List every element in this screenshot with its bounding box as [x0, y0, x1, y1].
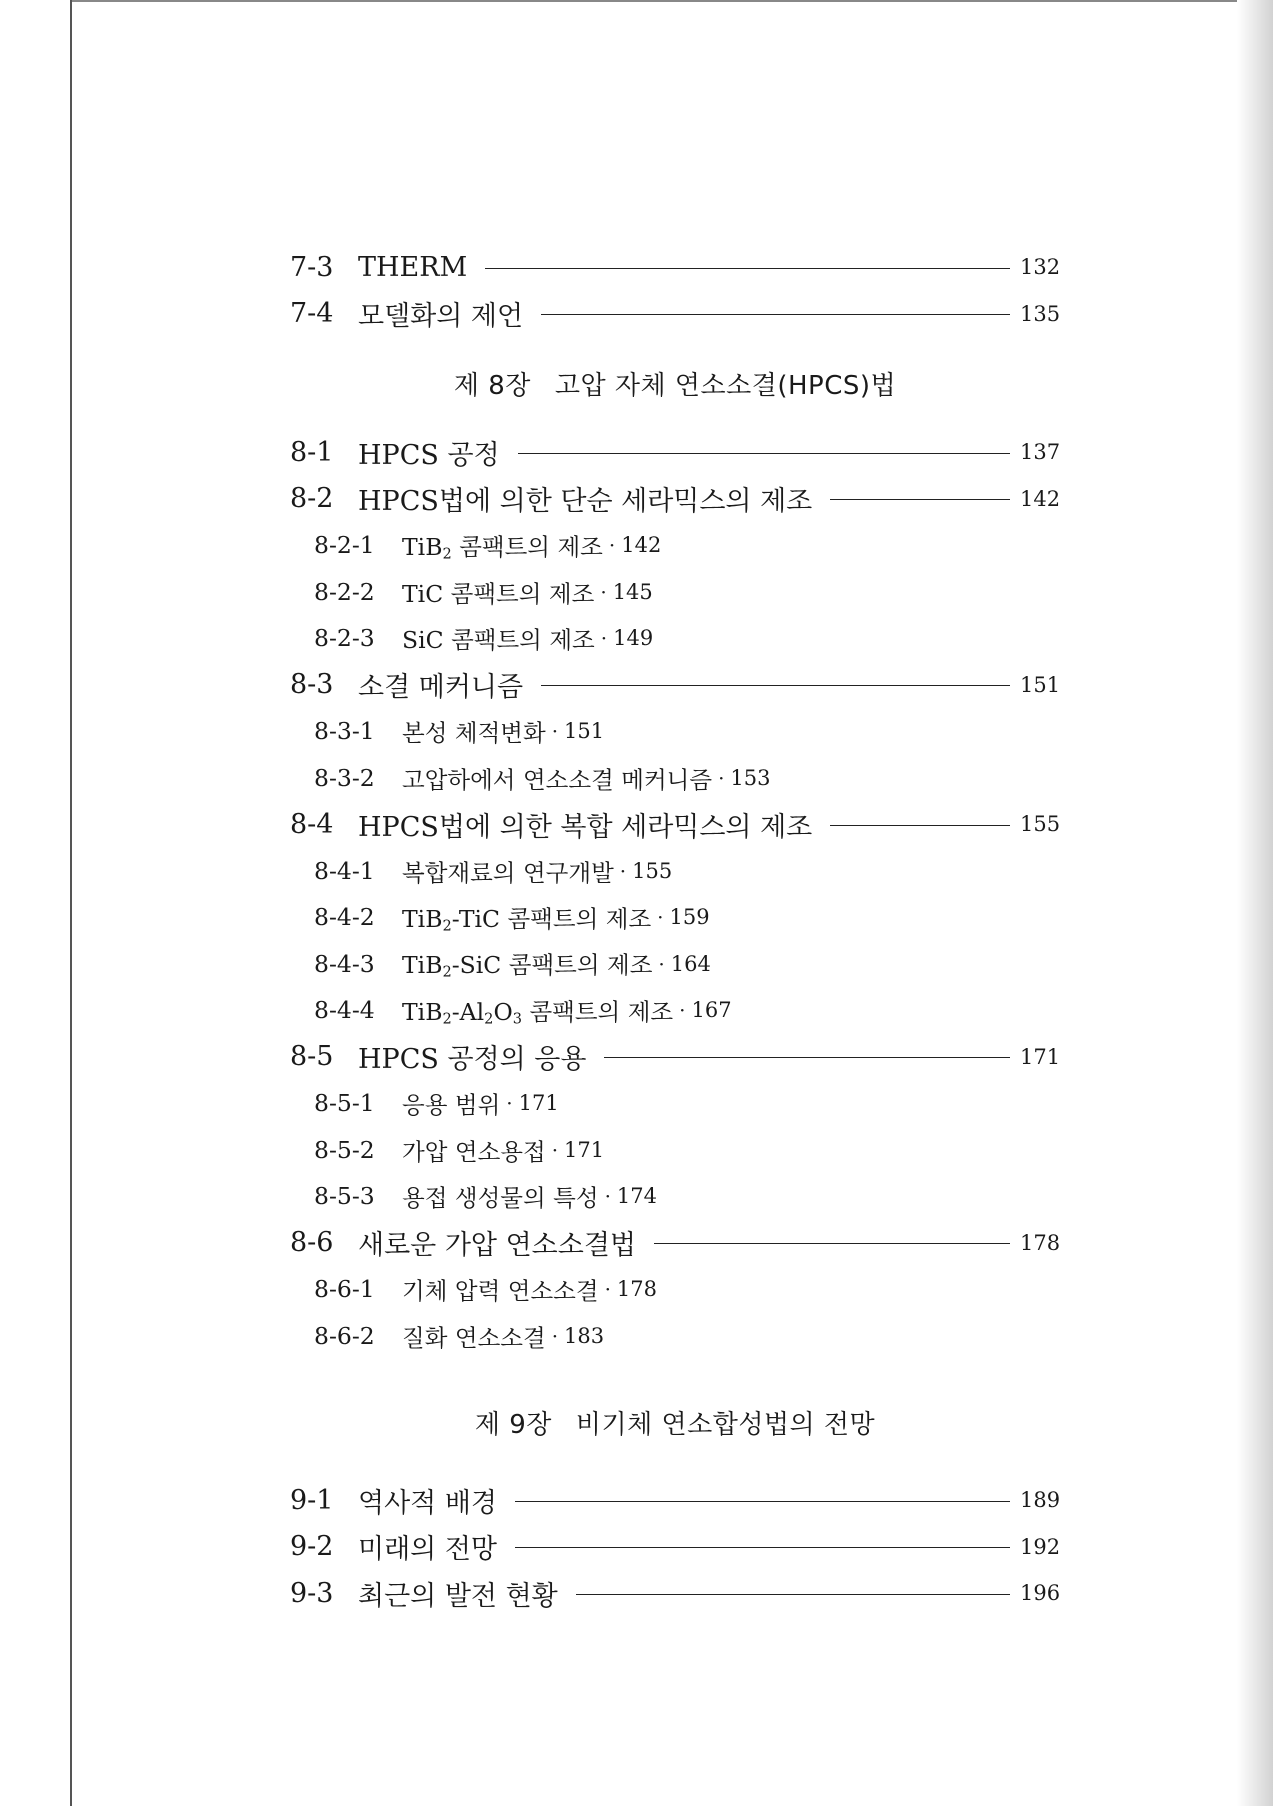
toc-entry-8-2-2[interactable]	[290, 569, 1060, 616]
separator-dot: ·	[608, 533, 616, 558]
entry-title: HPCS 공정	[358, 439, 500, 471]
toc-entry-8-1[interactable]	[290, 429, 1060, 476]
toc-entry-9-2[interactable]	[290, 1524, 1060, 1571]
toc-entry-8-4-3[interactable]	[290, 941, 1060, 988]
entry-number: 7-3	[290, 251, 334, 283]
leader-line	[515, 1547, 1010, 1548]
entry-number: 8-1	[290, 436, 334, 468]
entry-page: 196	[1020, 1581, 1061, 1606]
entry-title: TiB2-Al2O3 콤팩트의 제조	[402, 997, 674, 1028]
entry-number: 8-5	[290, 1041, 334, 1073]
leader-line	[541, 314, 1010, 315]
chapter-label: 제 9장	[474, 1409, 552, 1440]
entry-page: 159	[669, 905, 710, 930]
separator-dot: ·	[604, 1184, 611, 1209]
toc-entry-8-3-1[interactable]	[290, 708, 1060, 755]
separator-dot: ·	[679, 998, 686, 1023]
table-of-contents	[290, 244, 1060, 1617]
entry-number: 7-4	[290, 298, 334, 330]
entry-title: 가압 연소용접	[402, 1137, 546, 1166]
entry-title: 고압하에서 연소소결 메커니즘	[402, 765, 713, 794]
entry-title: 모델화의 제언	[358, 301, 524, 333]
entry-page: 142	[1020, 486, 1061, 511]
leader-line	[576, 1594, 1010, 1595]
entry-title: 기체 압력 연소소결	[402, 1277, 599, 1306]
toc-entry-8-6-1[interactable]	[290, 1266, 1060, 1313]
entry-page: 192	[1020, 1534, 1061, 1559]
entry-page: 142	[621, 533, 662, 558]
separator-dot: ·	[718, 765, 725, 790]
toc-entry-8-4[interactable]	[290, 801, 1060, 848]
entry-title: TiC 콤팩트의 제조	[402, 579, 595, 608]
toc-entry-8-6-2[interactable]	[290, 1313, 1060, 1360]
entry-title: 응용 범위	[402, 1091, 501, 1120]
entry-title: 용접 생성물의 특성	[402, 1184, 599, 1213]
entry-title: TiB2-SiC 콤팩트의 제조	[402, 951, 653, 982]
toc-entry-8-3-2[interactable]	[290, 755, 1060, 802]
toc-entry-8-4-4[interactable]	[290, 987, 1060, 1034]
toc-entry-8-5-3[interactable]	[290, 1173, 1060, 1220]
entry-page: 183	[564, 1323, 605, 1348]
entry-page: 171	[1020, 1044, 1061, 1069]
entry-title: 질화 연소소결	[402, 1323, 546, 1352]
entry-title: HPCS 공정의 응용	[358, 1044, 587, 1076]
entry-number: 8-3	[290, 669, 334, 701]
leader-line	[485, 268, 1010, 269]
entry-title: 소결 메커니즘	[358, 672, 524, 704]
entry-page: 145	[612, 579, 653, 604]
separator-dot: ·	[600, 579, 607, 604]
entry-number: 8-2-2	[314, 577, 375, 606]
entry-title: THERM	[358, 251, 468, 283]
toc-entry-9-3[interactable]	[290, 1570, 1060, 1617]
entry-number: 8-6-1	[314, 1275, 375, 1304]
entry-number: 8-5-2	[314, 1135, 375, 1164]
separator-dot: ·	[551, 1323, 559, 1348]
entry-page: 178	[1020, 1230, 1061, 1255]
entry-title: HPCS법에 의한 복합 세라믹스의 제조	[358, 811, 813, 843]
entry-number: 8-3-1	[314, 717, 375, 746]
separator-dot: ·	[657, 905, 664, 930]
chapter-title: 비기체 연소합성법의 전망	[575, 1409, 876, 1440]
entry-title: HPCS법에 의한 단순 세라믹스의 제조	[358, 486, 813, 518]
entry-page: 155	[632, 858, 673, 883]
entry-page: 189	[1020, 1488, 1061, 1513]
entry-page: 151	[564, 719, 605, 744]
toc-entry-8-2-3[interactable]	[290, 615, 1060, 662]
entry-page: 171	[564, 1137, 605, 1162]
entry-number: 8-5-1	[314, 1089, 375, 1118]
entry-number: 8-4-3	[314, 949, 375, 978]
page-right-shadow	[1237, 0, 1273, 1806]
separator-dot: ·	[551, 719, 559, 744]
separator-dot: ·	[619, 858, 627, 883]
toc-entry-9-1[interactable]	[290, 1477, 1060, 1524]
separator-dot: ·	[658, 951, 665, 976]
entry-number: 8-6-2	[314, 1321, 375, 1350]
entry-title: TiB2-TiC 콤팩트의 제조	[402, 904, 652, 935]
entry-page: 153	[730, 765, 771, 790]
entry-title: 미래의 전망	[358, 1534, 497, 1566]
toc-entry-8-4-2[interactable]	[290, 894, 1060, 941]
chapter-label: 제 8장	[453, 370, 531, 401]
separator-dot: ·	[551, 1137, 559, 1162]
entry-title: 새로운 가압 연소소결법	[358, 1230, 636, 1262]
entry-number: 8-6	[290, 1227, 334, 1259]
entry-number: 8-4-4	[314, 996, 375, 1025]
chapter-9-heading	[290, 1359, 1060, 1477]
entry-page: 167	[691, 998, 732, 1023]
entry-page: 178	[616, 1277, 658, 1302]
page-left-edge	[70, 0, 72, 1806]
entry-page: 171	[518, 1091, 559, 1116]
entry-number: 9-2	[290, 1531, 334, 1563]
entry-page: 174	[616, 1184, 658, 1209]
leader-line	[518, 453, 1010, 454]
entry-page: 137	[1020, 440, 1061, 465]
separator-dot: ·	[506, 1091, 513, 1116]
entry-page: 151	[1020, 672, 1061, 697]
entry-title: 복합재료의 연구개발	[402, 858, 614, 887]
toc-entry-8-5[interactable]	[290, 1034, 1060, 1081]
entry-title: TiB2 콤팩트의 제조	[402, 532, 603, 563]
leader-line	[654, 1243, 1010, 1244]
chapter-8-heading	[290, 337, 1060, 429]
entry-page: 135	[1020, 301, 1061, 326]
toc-entry-8-5-1[interactable]	[290, 1080, 1060, 1127]
entry-number: 8-2-1	[314, 531, 375, 560]
entry-page: 149	[613, 626, 654, 651]
page-top-edge	[70, 0, 1250, 2]
entry-title: 본성 체적변화	[402, 719, 546, 748]
leader-line	[830, 499, 1010, 500]
toc-entry-8-5-2[interactable]	[290, 1127, 1060, 1174]
separator-dot: ·	[604, 1277, 611, 1302]
toc-entry-7-3[interactable]	[290, 244, 1060, 291]
entry-number: 9-3	[290, 1577, 334, 1609]
entry-page: 132	[1020, 255, 1061, 280]
entry-page: 155	[1020, 812, 1061, 837]
toc-entry-7-4[interactable]	[290, 291, 1060, 338]
leader-line	[541, 685, 1010, 686]
entry-number: 8-2-3	[314, 624, 375, 653]
entry-number: 8-3-2	[314, 763, 375, 792]
leader-line	[604, 1057, 1010, 1058]
entry-number: 8-2	[290, 483, 334, 515]
chapter-title: 고압 자체 연소소결(HPCS)법	[554, 370, 897, 401]
entry-title: 역사적 배경	[358, 1487, 497, 1519]
entry-number: 8-5-3	[314, 1182, 375, 1211]
entry-title: 최근의 발전 현황	[358, 1580, 558, 1612]
leader-line	[515, 1501, 1010, 1502]
toc-entry-8-3[interactable]	[290, 662, 1060, 709]
separator-dot: ·	[600, 626, 608, 651]
toc-entry-8-2-1[interactable]	[290, 522, 1060, 569]
entry-title: SiC 콤팩트의 제조	[402, 626, 595, 655]
entry-number: 8-4-1	[314, 856, 375, 885]
toc-entry-8-6[interactable]	[290, 1220, 1060, 1267]
entry-page: 164	[670, 951, 711, 976]
toc-entry-8-2[interactable]	[290, 476, 1060, 523]
entry-number: 9-1	[290, 1484, 334, 1516]
toc-entry-8-4-1[interactable]	[290, 848, 1060, 895]
leader-line	[830, 825, 1010, 826]
entry-number: 8-4-2	[314, 903, 375, 932]
entry-number: 8-4	[290, 808, 334, 840]
